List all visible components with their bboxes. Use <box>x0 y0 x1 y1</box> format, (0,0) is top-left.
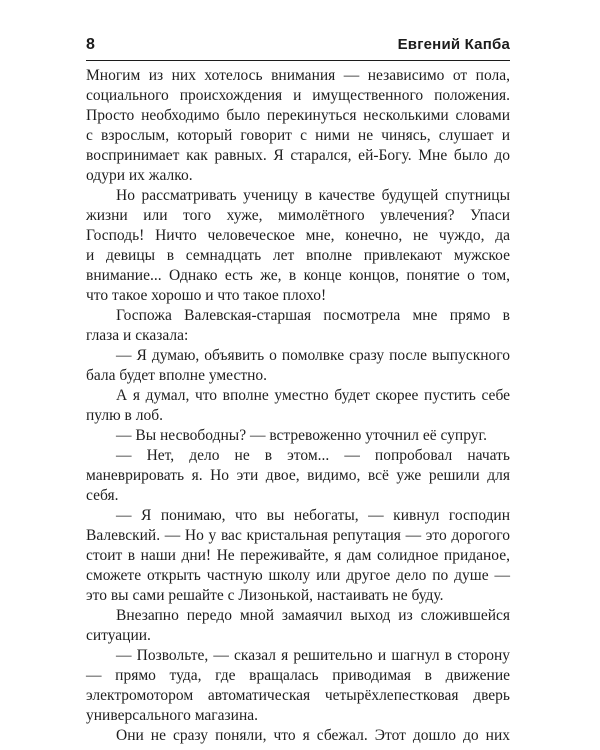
paragraph <box>86 386 510 426</box>
text-line: электромотором автоматическая четырёхлепестковая дверь <box>86 687 510 704</box>
text-line: жизни или того хуже, мимолётного увлечения? Упаси <box>86 207 510 224</box>
text-line: Валевский. — Но у вас кристальная репутация — это дорогого <box>86 527 510 544</box>
paragraph <box>86 426 510 446</box>
paragraph <box>86 346 510 386</box>
running-head-author: Евгений Капба <box>397 36 510 53</box>
paragraph <box>86 606 510 646</box>
text-line: Многим из них хотелось внимания — независимо от пола, <box>86 67 510 84</box>
paragraph <box>86 306 510 346</box>
text-line: Внезапно передо мной замаячил выход из сложившейся <box>116 607 510 624</box>
text-line: — Я думаю, объявить о помолвке сразу после выпускного <box>116 347 510 364</box>
text-line: Просто необходимо было перекинуться несколькими словами <box>86 107 510 124</box>
text-line: А я думал, что вполне уместно будет скорее пустить себе <box>116 387 510 404</box>
page-header <box>86 34 510 60</box>
text-line: что такое хорошо и что такое плохо! <box>86 287 327 304</box>
text-line: — Я понимаю, что вы небогаты, — кивнул господин <box>116 507 510 524</box>
text-line: Но рассматривать ученицу в качестве будущей спутницы <box>116 187 510 204</box>
paragraph <box>86 726 510 746</box>
text-line: универсального магазина. <box>86 707 259 724</box>
page-number: 8 <box>86 36 95 53</box>
text-line: с взрослым, который говорит с ними не чинясь, слушает и <box>86 127 510 144</box>
text-line: воспринимает как равных. Я старался, ей-Богу. Мне было до <box>86 147 510 164</box>
text-line: Господь! Ничто человеческое мне, конечно, не чуждо, да <box>86 227 510 244</box>
text-line: — Вы несвободны? — встревоженно уточнил её супруг. <box>116 427 487 444</box>
text-line: внимание... Однако есть же, в конце концов, понятие о том, <box>86 267 510 284</box>
text-line: — прямо туда, где вращалась приводимая в движение <box>86 667 510 684</box>
text-line: и девицы в семнадцать лет вполне привлекают мужское <box>86 247 510 264</box>
paragraph <box>86 646 510 726</box>
text-line: Они не сразу поняли, что я сбежал. Этот дошло до них <box>116 727 510 744</box>
paragraph <box>86 506 510 606</box>
text-line: стоит в наши дни! Не переживайте, я дам солидное приданое, <box>86 547 510 564</box>
text-line: глаза и сказала: <box>86 327 189 344</box>
text-line: — Позвольте, — сказал я решительно и шагнул в сторону <box>116 647 510 664</box>
text-line: социального происхождения и имущественного положения. <box>86 87 510 104</box>
body-text <box>86 66 510 746</box>
text-line: Госпожа Валевская-старшая посмотрела мне прямо в <box>116 307 510 324</box>
text-line: — Нет, дело не в этом... — попробовал начать <box>116 447 510 464</box>
text-line: сможете открыть частную школу или другое дело по душе — <box>86 567 510 584</box>
text-line: это вы сами решайте с Лизонькой, настаивать не буду. <box>86 587 444 604</box>
paragraph <box>86 446 510 506</box>
header-rule <box>86 60 510 61</box>
text-line: одури их жалко. <box>86 167 193 184</box>
paragraph <box>86 66 510 186</box>
text-line: маневрировать я. Но эти двое, видимо, всё уже решили для <box>86 467 510 484</box>
text-line: себя. <box>86 487 119 504</box>
text-line: пулю в лоб. <box>86 407 163 424</box>
text-line: бала будет вполне уместно. <box>86 367 268 384</box>
paragraph <box>86 186 510 306</box>
text-line: ситуации. <box>86 627 151 644</box>
